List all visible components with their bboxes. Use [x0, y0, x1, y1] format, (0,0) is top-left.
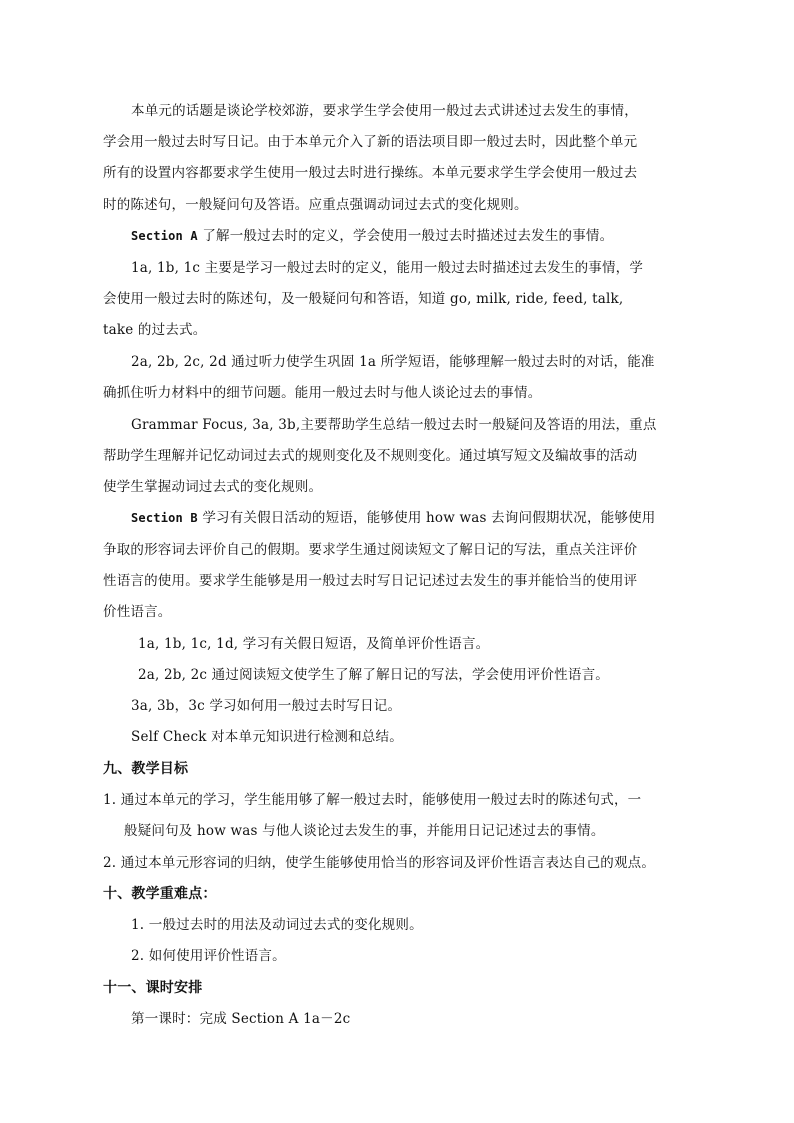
section-a-text: 了解一般过去时的定义，学会使用一般过去时描述过去发生的事情。: [197, 228, 614, 244]
section-a-p2-line-2: 确抓住听力材料中的细节问题。能用一般过去时与他人谈论过去的事情。: [103, 385, 542, 401]
section-b-label: Section B: [131, 511, 198, 525]
goals-item-2: 2. 通过本单元形容词的归纳，使学生能够使用恰当的形容词及评价性语言表达自己的观点。: [103, 855, 656, 871]
section-b-line-4: 价性语言。: [103, 604, 172, 620]
intro-line-3: 所有的设置内容都要求学生使用一般过去时进行操练。本单元要求学生学会使用一般过去: [103, 165, 638, 181]
section-a-p2-line-1: 2a, 2b, 2c, 2d 通过听力使学生巩固 1a 所学短语，能够理解一般过去时的对话，能准: [131, 354, 655, 370]
section-b-line-1: [131, 509, 656, 527]
key-point-2: 2. 如何使用评价性语言。: [131, 948, 286, 964]
goals-heading: 九、教学目标: [103, 761, 189, 777]
section-a-p3-line-1: Grammar Focus, 3a, 3b,主要帮助学生总结一般过去时一般疑问及答语的用法，重点: [131, 417, 657, 433]
key-points-heading: 十、教学重难点：: [103, 886, 217, 902]
section-a-p3-line-3: 使学生掌握动词过去式的变化规则。: [103, 479, 323, 495]
section-a-p1-line-2: 会使用一般过去时的陈述句，及一般疑问句和答语，知道 go, milk, ride, feed, talk,: [103, 291, 624, 307]
section-b-item-4: Self Check 对本单元知识进行检测和总结。: [131, 729, 403, 745]
intro-line-2: 学会用一般过去时写日记。由于本单元介入了新的语法项目即一般过去时，因此整个单元: [103, 134, 638, 150]
key-point-1: 1. 一般过去时的用法及动词过去式的变化规则。: [131, 917, 423, 933]
goals-item-1-line-1: 1. 通过本单元的学习，学生能用够了解一般过去时，能够使用一般过去时的陈述句式，一: [103, 792, 642, 808]
intro-line-4: 时的陈述句，一般疑问句及答语。应重点强调动词过去式的变化规则。: [103, 197, 528, 213]
section-b-line-3: 性语言的使用。要求学生能够是用一般过去时写日记记述过去发生的事并能恰当的使用评: [103, 573, 638, 589]
section-a-p1-line-3: take 的过去式。: [103, 322, 207, 338]
section-b-item-1: 1a, 1b, 1c, 1d, 学习有关假日短语，及简单评价性语言。: [138, 636, 490, 652]
section-a-p1-line-1: 1a, 1b, 1c 主要是学习一般过去时的定义，能用一般过去时描述过去发生的事情，学: [131, 260, 644, 276]
section-b-item-2: 2a, 2b, 2c 通过阅读短文使学生了解了解日记的写法，学会使用评价性语言。: [138, 667, 609, 683]
section-a-p3-line-2: 帮助学生理解并记忆动词过去式的规则变化及不规则变化。通过填写短文及编故事的活动: [103, 448, 638, 464]
intro-line-1: 本单元的话题是谈论学校郊游，要求学生学会使用一般过去式讲述过去发生的事情，: [131, 103, 638, 119]
section-a-label: Section A: [131, 229, 198, 243]
section-a-summary: [131, 227, 613, 245]
schedule-first-lesson: 第一课时：完成 Section A 1a－2c: [131, 1011, 351, 1027]
section-b-line-2: 争取的形容词去评价自己的假期。要求学生通过阅读短文了解日记的写法，重点关注评价: [103, 542, 638, 558]
section-b-text: 学习有关假日活动的短语，能够使用 how was 去询问假期状况，能够使用: [197, 510, 656, 526]
goals-item-1-line-2: 般疑问句及 how was 与他人谈论过去发生的事，并能用日记记述过去的事情。: [124, 823, 605, 839]
schedule-heading: 十一、课时安排: [103, 980, 203, 996]
section-b-item-3: 3a, 3b，3c 学习如何用一般过去时写日记。: [131, 698, 402, 714]
